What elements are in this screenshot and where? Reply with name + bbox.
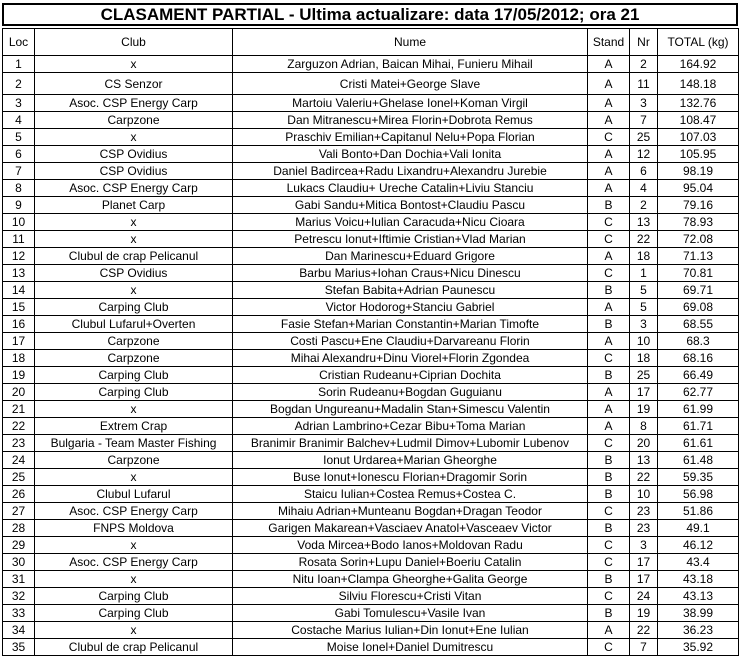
- cell-total: 98.19: [658, 163, 739, 180]
- cell-nr: 2: [630, 56, 658, 73]
- cell-nr: 3: [630, 316, 658, 333]
- cell-nume: Zarguzon Adrian, Baican Mihai, Funieru Mihail: [233, 56, 588, 73]
- cell-loc: 29: [3, 537, 35, 554]
- table-row: [3, 56, 739, 73]
- cell-nr: 10: [630, 486, 658, 503]
- cell-nr: 4: [630, 180, 658, 197]
- table-row: [3, 299, 739, 316]
- cell-total: 69.71: [658, 282, 739, 299]
- cell-stand: B: [588, 486, 630, 503]
- cell-club: x: [35, 282, 233, 299]
- cell-total: 132.76: [658, 95, 739, 112]
- cell-loc: 11: [3, 231, 35, 248]
- cell-nr: 17: [630, 571, 658, 588]
- table-row: [3, 163, 739, 180]
- cell-club: CSP Ovidius: [35, 163, 233, 180]
- cell-nume: Stefan Babita+Adrian Paunescu: [233, 282, 588, 299]
- cell-nume: Daniel Badircea+Radu Lixandru+Alexandru Jurebie: [233, 163, 588, 180]
- table-row: [3, 588, 739, 605]
- cell-nr: 6: [630, 163, 658, 180]
- cell-total: 62.77: [658, 384, 739, 401]
- col-header-nume: Nume: [233, 29, 588, 56]
- cell-nr: 5: [630, 282, 658, 299]
- table-row: [3, 639, 739, 656]
- cell-nr: 19: [630, 401, 658, 418]
- cell-club: Bulgaria - Team Master Fishing: [35, 435, 233, 452]
- cell-total: 61.99: [658, 401, 739, 418]
- table-row: [3, 282, 739, 299]
- col-header-total: TOTAL (kg): [658, 29, 739, 56]
- cell-nr: 7: [630, 112, 658, 129]
- cell-total: 107.03: [658, 129, 739, 146]
- cell-loc: 17: [3, 333, 35, 350]
- cell-club: FNPS Moldova: [35, 520, 233, 537]
- cell-total: 49.1: [658, 520, 739, 537]
- cell-total: 56.98: [658, 486, 739, 503]
- cell-total: 43.18: [658, 571, 739, 588]
- cell-nume: Victor Hodorog+Stanciu Gabriel: [233, 299, 588, 316]
- cell-loc: 20: [3, 384, 35, 401]
- cell-total: 51.86: [658, 503, 739, 520]
- cell-nume: Costache Marius Iulian+Din Ionut+Ene Iulian: [233, 622, 588, 639]
- cell-nr: 19: [630, 605, 658, 622]
- cell-total: 43.4: [658, 554, 739, 571]
- cell-total: 79.16: [658, 197, 739, 214]
- cell-nr: 25: [630, 129, 658, 146]
- cell-nume: Rosata Sorin+Lupu Daniel+Boeriu Catalin: [233, 554, 588, 571]
- cell-club: x: [35, 537, 233, 554]
- cell-total: 68.16: [658, 350, 739, 367]
- table-row: [3, 520, 739, 537]
- cell-club: Clubul de crap Pelicanul: [35, 639, 233, 656]
- cell-nume: Bogdan Ungureanu+Madalin Stan+Simescu Valentin: [233, 401, 588, 418]
- cell-nr: 3: [630, 537, 658, 554]
- table-row: [3, 384, 739, 401]
- cell-club: Carping Club: [35, 384, 233, 401]
- cell-stand: C: [588, 639, 630, 656]
- cell-loc: 21: [3, 401, 35, 418]
- table-row: [3, 418, 739, 435]
- cell-stand: C: [588, 265, 630, 282]
- cell-club: Clubul de crap Pelicanul: [35, 248, 233, 265]
- cell-total: 68.3: [658, 333, 739, 350]
- cell-nume: Moise Ionel+Daniel Dumitrescu: [233, 639, 588, 656]
- cell-stand: B: [588, 520, 630, 537]
- cell-loc: 26: [3, 486, 35, 503]
- cell-loc: 15: [3, 299, 35, 316]
- cell-club: x: [35, 622, 233, 639]
- table-row: [3, 537, 739, 554]
- cell-nr: 7: [630, 639, 658, 656]
- cell-loc: 16: [3, 316, 35, 333]
- cell-loc: 27: [3, 503, 35, 520]
- cell-nr: 25: [630, 367, 658, 384]
- cell-club: Carping Club: [35, 605, 233, 622]
- cell-nume: Mihaiu Adrian+Munteanu Bogdan+Dragan Teodor: [233, 503, 588, 520]
- cell-stand: C: [588, 537, 630, 554]
- col-header-stand: Stand: [588, 29, 630, 56]
- cell-nr: 24: [630, 588, 658, 605]
- cell-club: Carping Club: [35, 588, 233, 605]
- cell-stand: A: [588, 95, 630, 112]
- cell-nume: Lukacs Claudiu+ Ureche Catalin+Liviu Stanciu: [233, 180, 588, 197]
- cell-stand: A: [588, 73, 630, 95]
- cell-nr: 22: [630, 469, 658, 486]
- cell-loc: 8: [3, 180, 35, 197]
- cell-stand: C: [588, 588, 630, 605]
- cell-club: Asoc. CSP Energy Carp: [35, 95, 233, 112]
- table-row: [3, 571, 739, 588]
- cell-nr: 2: [630, 197, 658, 214]
- cell-nume: Fasie Stefan+Marian Constantin+Marian Timofte: [233, 316, 588, 333]
- cell-stand: C: [588, 129, 630, 146]
- cell-nume: Staicu Iulian+Costea Remus+Costea C.: [233, 486, 588, 503]
- cell-total: 72.08: [658, 231, 739, 248]
- table-row: [3, 367, 739, 384]
- cell-loc: 32: [3, 588, 35, 605]
- cell-stand: A: [588, 299, 630, 316]
- cell-loc: 12: [3, 248, 35, 265]
- cell-club: Clubul Lufarul+Overten: [35, 316, 233, 333]
- cell-nume: Garigen Makarean+Vasciaev Anatol+Vasceaev Victor: [233, 520, 588, 537]
- cell-loc: 19: [3, 367, 35, 384]
- cell-stand: A: [588, 56, 630, 73]
- cell-nume: Marius Voicu+Iulian Caracuda+Nicu Cioara: [233, 214, 588, 231]
- cell-total: 148.18: [658, 73, 739, 95]
- cell-stand: C: [588, 435, 630, 452]
- cell-total: 164.92: [658, 56, 739, 73]
- cell-nume: Sorin Rudeanu+Bogdan Guguianu: [233, 384, 588, 401]
- cell-club: x: [35, 214, 233, 231]
- table-row: [3, 180, 739, 197]
- cell-nr: 13: [630, 452, 658, 469]
- table-row: [3, 265, 739, 282]
- cell-loc: 25: [3, 469, 35, 486]
- cell-total: 59.35: [658, 469, 739, 486]
- table-row: [3, 350, 739, 367]
- col-header-club: Club: [35, 29, 233, 56]
- cell-club: Carping Club: [35, 367, 233, 384]
- cell-nume: Nitu Ioan+Clampa Gheorghe+Galita George: [233, 571, 588, 588]
- cell-total: 108.47: [658, 112, 739, 129]
- cell-loc: 22: [3, 418, 35, 435]
- cell-total: 43.13: [658, 588, 739, 605]
- cell-stand: B: [588, 469, 630, 486]
- cell-loc: 3: [3, 95, 35, 112]
- cell-loc: 28: [3, 520, 35, 537]
- cell-loc: 2: [3, 73, 35, 95]
- cell-nr: 1: [630, 265, 658, 282]
- cell-nr: 23: [630, 520, 658, 537]
- cell-nume: Petrescu Ionut+Iftimie Cristian+Vlad Marian: [233, 231, 588, 248]
- cell-stand: B: [588, 605, 630, 622]
- cell-total: 69.08: [658, 299, 739, 316]
- cell-loc: 4: [3, 112, 35, 129]
- table-row: [3, 452, 739, 469]
- table-row: [3, 486, 739, 503]
- table-row: [3, 401, 739, 418]
- cell-stand: A: [588, 333, 630, 350]
- cell-nume: Praschiv Emilian+Capitanul Nelu+Popa Florian: [233, 129, 588, 146]
- cell-nume: Vali Bonto+Dan Dochia+Vali Ionita: [233, 146, 588, 163]
- cell-total: 46.12: [658, 537, 739, 554]
- cell-nr: 22: [630, 622, 658, 639]
- cell-nr: 10: [630, 333, 658, 350]
- cell-stand: A: [588, 401, 630, 418]
- cell-nume: Cristi Matei+George Slave: [233, 73, 588, 95]
- page-title: CLASAMENT PARTIAL - Ultima actualizare: data 17/05/2012; ora 21: [2, 3, 738, 26]
- table-row: [3, 435, 739, 452]
- table-row: [3, 554, 739, 571]
- table-row: [3, 129, 739, 146]
- cell-loc: 13: [3, 265, 35, 282]
- cell-loc: 14: [3, 282, 35, 299]
- cell-loc: 33: [3, 605, 35, 622]
- cell-nume: Dan Marinescu+Eduard Grigore: [233, 248, 588, 265]
- cell-nume: Martoiu Valeriu+Ghelase Ionel+Koman Virgil: [233, 95, 588, 112]
- cell-nume: Dan Mitranescu+Mirea Florin+Dobrota Remus: [233, 112, 588, 129]
- cell-stand: A: [588, 146, 630, 163]
- cell-loc: 10: [3, 214, 35, 231]
- cell-loc: 31: [3, 571, 35, 588]
- cell-loc: 7: [3, 163, 35, 180]
- cell-nr: 18: [630, 248, 658, 265]
- cell-nr: 11: [630, 73, 658, 95]
- cell-nume: Voda Mircea+Bodo Ianos+Moldovan Radu: [233, 537, 588, 554]
- table-row: [3, 469, 739, 486]
- cell-club: x: [35, 469, 233, 486]
- cell-total: 61.61: [658, 435, 739, 452]
- cell-stand: A: [588, 418, 630, 435]
- cell-loc: 6: [3, 146, 35, 163]
- cell-stand: B: [588, 367, 630, 384]
- cell-loc: 35: [3, 639, 35, 656]
- cell-nume: Mihai Alexandru+Dinu Viorel+Florin Zgondea: [233, 350, 588, 367]
- cell-nr: 17: [630, 554, 658, 571]
- cell-nume: Gabi Sandu+Mitica Bontost+Claudiu Pascu: [233, 197, 588, 214]
- cell-club: Carpzone: [35, 452, 233, 469]
- cell-club: x: [35, 129, 233, 146]
- header-row: [3, 29, 739, 56]
- table-row: [3, 197, 739, 214]
- cell-stand: A: [588, 163, 630, 180]
- cell-stand: C: [588, 231, 630, 248]
- table-row: [3, 146, 739, 163]
- cell-total: 61.48: [658, 452, 739, 469]
- cell-loc: 23: [3, 435, 35, 452]
- cell-loc: 9: [3, 197, 35, 214]
- cell-nr: 22: [630, 231, 658, 248]
- cell-club: Extrem Crap: [35, 418, 233, 435]
- table-row: [3, 503, 739, 520]
- cell-nume: Silviu Florescu+Cristi Vitan: [233, 588, 588, 605]
- cell-stand: A: [588, 384, 630, 401]
- cell-total: 36.23: [658, 622, 739, 639]
- cell-stand: C: [588, 214, 630, 231]
- cell-nume: Ionut Urdarea+Marian Gheorghe: [233, 452, 588, 469]
- cell-club: x: [35, 401, 233, 418]
- cell-stand: A: [588, 180, 630, 197]
- col-header-loc: Loc: [3, 29, 35, 56]
- cell-nume: Costi Pascu+Ene Claudiu+Darvareanu Florin: [233, 333, 588, 350]
- cell-nr: 3: [630, 95, 658, 112]
- table-row: [3, 73, 739, 95]
- cell-club: x: [35, 571, 233, 588]
- cell-stand: C: [588, 350, 630, 367]
- cell-nume: Buse Ionut+Ionescu Florian+Dragomir Sorin: [233, 469, 588, 486]
- cell-nr: 17: [630, 384, 658, 401]
- table-body: [3, 56, 739, 656]
- cell-stand: B: [588, 571, 630, 588]
- cell-stand: B: [588, 282, 630, 299]
- table-row: [3, 333, 739, 350]
- cell-club: Clubul Lufarul: [35, 486, 233, 503]
- cell-stand: C: [588, 503, 630, 520]
- cell-total: 71.13: [658, 248, 739, 265]
- cell-nume: Cristian Rudeanu+Ciprian Dochita: [233, 367, 588, 384]
- cell-loc: 30: [3, 554, 35, 571]
- cell-total: 66.49: [658, 367, 739, 384]
- table-row: [3, 605, 739, 622]
- cell-loc: 5: [3, 129, 35, 146]
- cell-loc: 24: [3, 452, 35, 469]
- table-row: [3, 214, 739, 231]
- table-row: [3, 95, 739, 112]
- cell-club: Asoc. CSP Energy Carp: [35, 503, 233, 520]
- cell-total: 68.55: [658, 316, 739, 333]
- table-row: [3, 622, 739, 639]
- cell-total: 35.92: [658, 639, 739, 656]
- cell-club: Carpzone: [35, 350, 233, 367]
- table-row: [3, 112, 739, 129]
- table-row: [3, 316, 739, 333]
- cell-nr: 8: [630, 418, 658, 435]
- cell-total: 70.81: [658, 265, 739, 282]
- table-row: [3, 248, 739, 265]
- cell-nume: Adrian Lambrino+Cezar Bibu+Toma Marian: [233, 418, 588, 435]
- cell-nr: 12: [630, 146, 658, 163]
- cell-stand: B: [588, 197, 630, 214]
- cell-nume: Gabi Tomulescu+Vasile Ivan: [233, 605, 588, 622]
- cell-nume: Branimir Branimir Balchev+Ludmil Dimov+Lubomir Lubenov: [233, 435, 588, 452]
- cell-club: CSP Ovidius: [35, 146, 233, 163]
- cell-club: Asoc. CSP Energy Carp: [35, 180, 233, 197]
- cell-total: 38.99: [658, 605, 739, 622]
- cell-club: Asoc. CSP Energy Carp: [35, 554, 233, 571]
- cell-stand: B: [588, 452, 630, 469]
- cell-club: Carpzone: [35, 333, 233, 350]
- cell-nr: 20: [630, 435, 658, 452]
- cell-nr: 23: [630, 503, 658, 520]
- cell-total: 95.04: [658, 180, 739, 197]
- cell-total: 61.71: [658, 418, 739, 435]
- cell-total: 78.93: [658, 214, 739, 231]
- cell-loc: 34: [3, 622, 35, 639]
- cell-nr: 13: [630, 214, 658, 231]
- cell-stand: A: [588, 248, 630, 265]
- cell-club: Carpzone: [35, 112, 233, 129]
- cell-nr: 18: [630, 350, 658, 367]
- cell-nume: Barbu Marius+Iohan Craus+Nicu Dinescu: [233, 265, 588, 282]
- cell-club: Planet Carp: [35, 197, 233, 214]
- cell-stand: A: [588, 622, 630, 639]
- table-row: [3, 231, 739, 248]
- cell-club: x: [35, 56, 233, 73]
- cell-stand: B: [588, 316, 630, 333]
- col-header-nr: Nr: [630, 29, 658, 56]
- cell-stand: A: [588, 112, 630, 129]
- cell-total: 105.95: [658, 146, 739, 163]
- cell-stand: C: [588, 554, 630, 571]
- cell-club: CS Senzor: [35, 73, 233, 95]
- cell-club: CSP Ovidius: [35, 265, 233, 282]
- ranking-table: [2, 28, 739, 656]
- cell-club: x: [35, 231, 233, 248]
- cell-loc: 1: [3, 56, 35, 73]
- cell-loc: 18: [3, 350, 35, 367]
- cell-nr: 5: [630, 299, 658, 316]
- cell-club: Carping Club: [35, 299, 233, 316]
